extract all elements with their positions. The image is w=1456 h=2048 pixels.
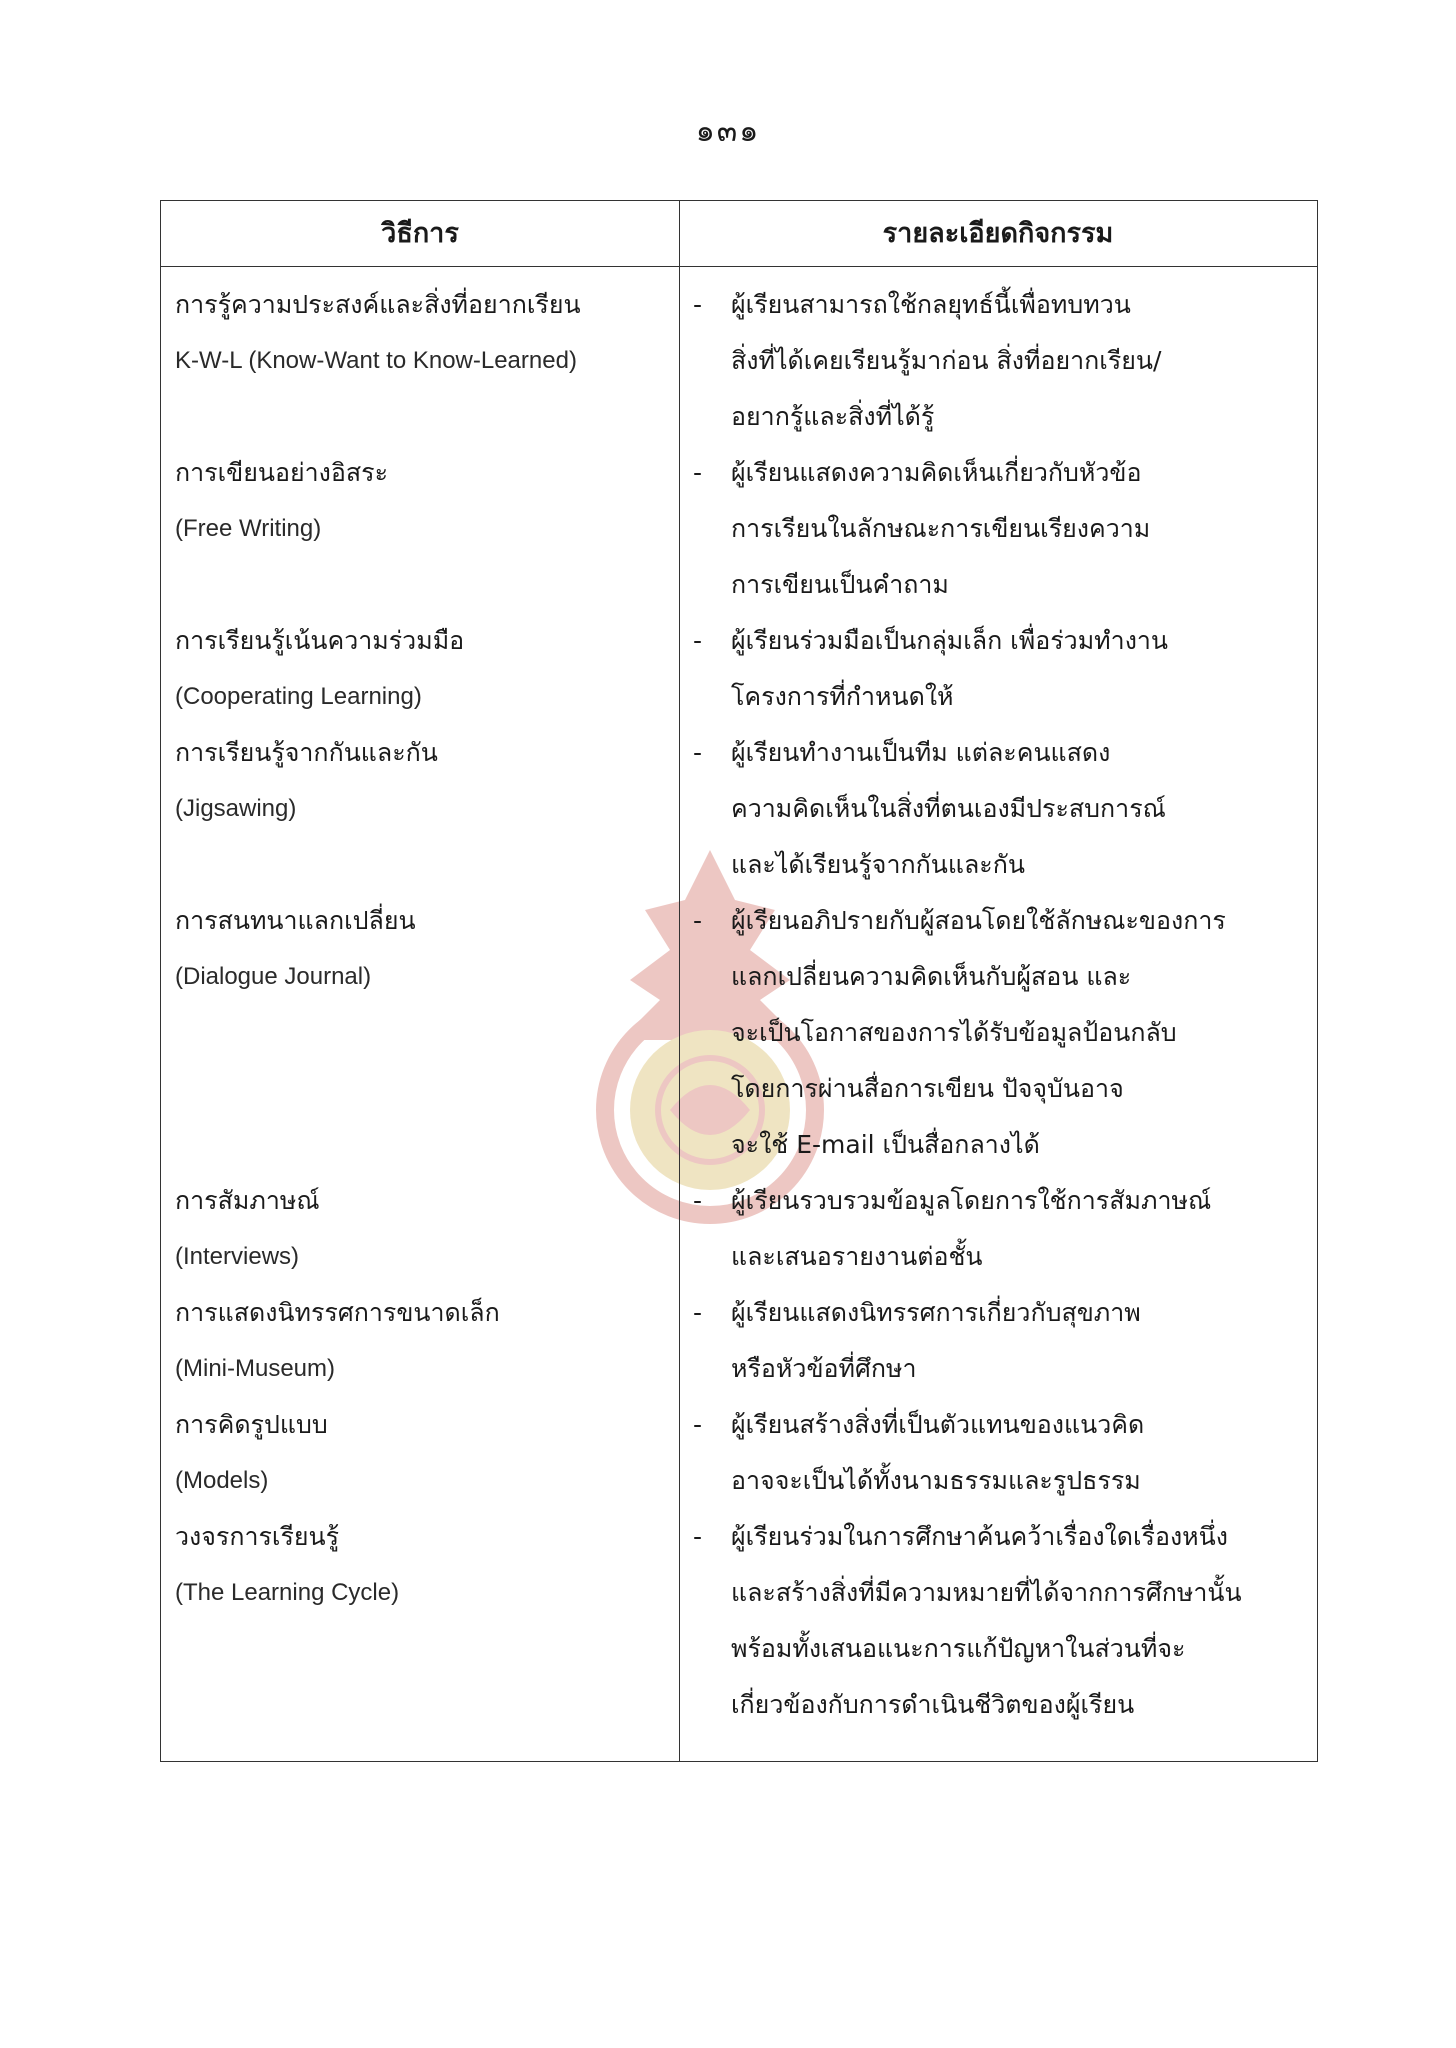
table-row [161, 1509, 1317, 1733]
method-english: (Dialogue Journal) [175, 963, 372, 990]
detail-line: เกี่ยวข้องกับการดำเนินชีวิตของผู้เรียน [731, 1690, 1135, 1719]
method-cell [161, 725, 679, 893]
bullet-dash: - [693, 458, 703, 487]
detail-cell [679, 1285, 1317, 1397]
header-method: วิธีการ [381, 218, 459, 249]
method-cell [161, 1173, 679, 1285]
table-row [161, 1285, 1317, 1397]
detail-cell [679, 613, 1317, 725]
bullet-dash: - [693, 906, 703, 935]
detail-line: และได้เรียนรู้จากกันและกัน [731, 850, 1025, 879]
method-thai: การรู้ความประสงค์และสิ่งที่อยากเรียน [175, 290, 581, 319]
table-row [161, 613, 1317, 725]
bullet-dash: - [693, 1522, 703, 1551]
detail-line: ผู้เรียนแสดงนิทรรศการเกี่ยวกับสุขภาพ [731, 1298, 1141, 1327]
detail-line: อาจจะเป็นได้ทั้งนามธรรมและรูปธรรม [731, 1466, 1141, 1495]
detail-line: โครงการที่กำหนดให้ [731, 682, 954, 711]
table-row [161, 893, 1317, 1173]
detail-line: ผู้เรียนอภิปรายกับผู้สอนโดยใช้ลักษณะของการ [731, 906, 1226, 935]
method-cell [161, 445, 679, 613]
method-english: (Free Writing) [175, 515, 322, 542]
method-thai: การสัมภาษณ์ [175, 1186, 320, 1215]
detail-line: ผู้เรียนร่วมในการศึกษาค้นคว้าเรื่องใดเรื่องหนึ่ง [731, 1522, 1228, 1551]
detail-line: อยากรู้และสิ่งที่ได้รู้ [731, 402, 935, 431]
method-cell [161, 1509, 679, 1733]
header-details: รายละเอียดกิจกรรม [882, 218, 1114, 249]
method-thai: การเรียนรู้จากกันและกัน [175, 738, 438, 767]
bullet-dash: - [693, 738, 703, 767]
table-body [161, 277, 1317, 1733]
bullet-dash: - [693, 1410, 703, 1439]
detail-line: และสร้างสิ่งที่มีความหมายที่ได้จากการศึกษานั้น [731, 1578, 1242, 1607]
method-thai: การแสดงนิทรรศการขนาดเล็ก [175, 1298, 500, 1327]
table-header [161, 201, 1317, 267]
detail-cell [679, 893, 1317, 1173]
detail-cell [679, 1397, 1317, 1509]
detail-line: พร้อมทั้งเสนอแนะการแก้ปัญหาในส่วนที่จะ [731, 1634, 1186, 1663]
detail-line: โดยการผ่านสื่อการเขียน ปัจจุบันอาจ [731, 1074, 1124, 1103]
detail-line: และเสนอรายงานต่อชั้น [731, 1242, 983, 1271]
bullet-dash: - [693, 290, 703, 319]
method-cell [161, 1285, 679, 1397]
detail-line: ความคิดเห็นในสิ่งที่ตนเองมีประสบการณ์ [731, 794, 1166, 823]
method-cell [161, 893, 679, 1173]
detail-line: หรือหัวข้อที่ศึกษา [731, 1354, 917, 1383]
detail-cell [679, 445, 1317, 613]
method-thai: การสนทนาแลกเปลี่ยน [175, 906, 416, 935]
detail-cell [679, 277, 1317, 445]
method-english: K-W-L (Know-Want to Know-Learned) [175, 347, 577, 374]
table-row [161, 1173, 1317, 1285]
detail-line: แลกเปลี่ยนความคิดเห็นกับผู้สอน และ [731, 962, 1132, 991]
methods-table [160, 200, 1318, 1762]
method-cell [161, 613, 679, 725]
bullet-dash: - [693, 1298, 703, 1327]
detail-line: ผู้เรียนสามารถใช้กลยุทธ์นี้เพื่อทบทวน [731, 290, 1131, 319]
method-cell [161, 277, 679, 445]
table-row [161, 445, 1317, 613]
method-thai: วงจรการเรียนรู้ [175, 1522, 340, 1551]
detail-line: จะเป็นโอกาสของการได้รับข้อมูลป้อนกลับ [731, 1018, 1177, 1047]
method-cell [161, 1397, 679, 1509]
bullet-dash: - [693, 1186, 703, 1215]
method-thai: การเขียนอย่างอิสระ [175, 458, 389, 487]
detail-line: การเขียนเป็นคำถาม [731, 570, 949, 599]
table-row [161, 1397, 1317, 1509]
detail-line: ผู้เรียนสร้างสิ่งที่เป็นตัวแทนของแนวคิด [731, 1410, 1145, 1439]
method-english: (Mini-Museum) [175, 1355, 336, 1382]
method-english: (Cooperating Learning) [175, 683, 422, 710]
table-row [161, 277, 1317, 445]
detail-line: จะใช้ E-mail เป็นสื่อกลางได้ [731, 1130, 1040, 1159]
method-english: (Interviews) [175, 1243, 300, 1270]
detail-cell [679, 1173, 1317, 1285]
method-thai: การคิดรูปแบบ [175, 1410, 328, 1439]
detail-cell [679, 1509, 1317, 1733]
detail-line: ผู้เรียนรวบรวมข้อมูลโดยการใช้การสัมภาษณ์ [731, 1186, 1212, 1215]
method-thai: การเรียนรู้เน้นความร่วมมือ [175, 626, 465, 655]
detail-line: ผู้เรียนแสดงความคิดเห็นเกี่ยวกับหัวข้อ [731, 458, 1142, 487]
method-english: (Models) [175, 1467, 269, 1494]
method-english: (Jigsawing) [175, 795, 297, 822]
detail-line: ผู้เรียนทำงานเป็นทีม แต่ละคนแสดง [731, 738, 1111, 767]
table-row [161, 725, 1317, 893]
detail-line: ผู้เรียนร่วมมือเป็นกลุ่มเล็ก เพื่อร่วมทำงาน [731, 626, 1169, 655]
detail-cell [679, 725, 1317, 893]
bullet-dash: - [693, 626, 703, 655]
method-english: (The Learning Cycle) [175, 1579, 400, 1606]
detail-line: การเรียนในลักษณะการเขียนเรียงความ [731, 514, 1151, 543]
page-number: ๑๓๑ [695, 114, 761, 149]
detail-line: สิ่งที่ได้เคยเรียนรู้มาก่อน สิ่งที่อยากเรียน/ [731, 346, 1162, 375]
